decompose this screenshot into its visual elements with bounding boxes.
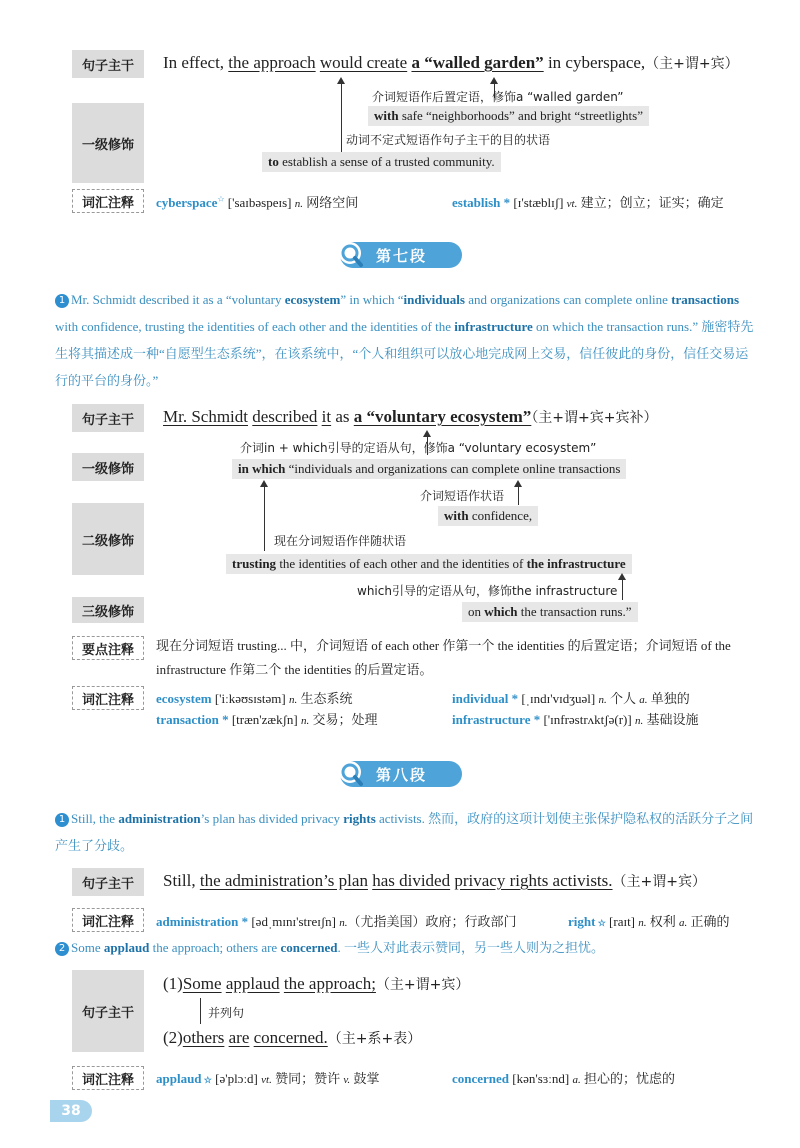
tag-sentence-main: 句子主干 — [72, 50, 144, 78]
tag-vocab: 词汇注释 — [72, 686, 144, 710]
arrow-line — [341, 82, 342, 152]
vocab-individual: individual * [ˌɪndɪ'vɪdʒuəl] n. 个人 a. 单独的 — [452, 691, 690, 706]
paragraph-8-sentence-2: 2 Some applaud the approach; others are concerned. 一些人对此表示赞同，另一些人则为之担忧。 — [55, 934, 760, 961]
modifier-box-2: to establish a sense of a trusted community. — [262, 152, 501, 172]
vocab-right: right ☆ [raɪt] n. 权利 a. 正确的 — [568, 914, 730, 929]
number-badge: 1 — [55, 813, 69, 827]
modifier-box-1: in which “individuals and organizations can complete online transactions — [232, 459, 626, 479]
paragraph-8-sentence-1: 1 Still, the administration’s plan has divided privacy rights activists. 然而，政府的这项计划使主张保护隐私权的活跃分子之间产生了分歧。 — [55, 811, 754, 853]
arrow-up-icon — [490, 77, 498, 84]
arrow-up-icon — [337, 77, 345, 84]
sentence-main: Mr. Schmidt described it as a “voluntary ecosystem”（主+谓+宾+宾补） — [163, 407, 658, 426]
vocab-cyberspace: cyberspace☆ ['saɪbəspeɪs] n. 网络空间 — [156, 194, 359, 210]
annotation-4: which引导的定语从句，修饰the infrastructure — [357, 584, 618, 598]
vocab-administration: administration * [ədˌmɪnɪ'streɪʃn] n.（尤指美国）政府；行政部门 — [156, 914, 517, 929]
tag-vocab: 词汇注释 — [72, 1066, 144, 1090]
arrow-up-icon — [423, 430, 431, 437]
vocab-transaction: transaction * [træn'zækʃn] n. 交易；处理 — [156, 712, 378, 727]
sentence-main: Still, the administration’s plan has divided privacy rights activists.（主+谓+宾） — [163, 871, 706, 890]
search-icon — [336, 759, 366, 789]
tag-vocab: 词汇注释 — [72, 189, 144, 213]
tag-sentence-main: 句子主干 — [72, 868, 144, 896]
tag-modifier-2: 二级修饰 — [72, 503, 144, 575]
tag-modifier-1: 一级修饰 — [72, 453, 144, 481]
coordinate-note: 并列句 — [208, 1006, 245, 1020]
vocab-infrastructure: infrastructure * ['ɪnfrəstrʌktʃə(r)] n. 基础设施 — [452, 712, 699, 727]
sentence-main-line-1: (1)Some applaud the approach;（主+谓+宾） — [163, 974, 470, 993]
modifier-box-4: on which the transaction runs.” — [462, 602, 638, 622]
arrow-line — [264, 485, 265, 551]
annotation-2: 动词不定式短语作句子主干的目的状语 — [346, 133, 551, 147]
tag-modifier-3: 三级修饰 — [72, 597, 144, 623]
arrow-line — [622, 578, 623, 600]
section-header-7: 第七段 — [340, 242, 462, 268]
number-badge: 2 — [55, 942, 69, 956]
vocab-ecosystem: ecosystem ['iːkəʊsɪstəm] n. 生态系统 — [156, 691, 353, 706]
tag-sentence-main: 句子主干 — [72, 404, 144, 432]
vocab-concerned: concerned [kən'sɜːnd] a. 担心的；忧虑的 — [452, 1071, 675, 1086]
tag-modifier-1: 一级修饰 — [72, 103, 144, 183]
arrow-up-icon — [260, 480, 268, 487]
tag-sentence-main: 句子主干 — [72, 970, 144, 1052]
sentence-main-line-2: (2)others are concerned.（主+系+表） — [163, 1028, 422, 1047]
annotation-2: 介词短语作状语 — [420, 489, 505, 503]
sentence-main: In effect, the approach would create a “walled garden” in cyberspace,（主+谓+宾） — [163, 53, 739, 72]
vocab-applaud: applaud ☆ [ə'plɔːd] vt. 赞同；赞许 v. 鼓掌 — [156, 1071, 380, 1086]
number-badge: 1 — [55, 294, 69, 308]
modifier-box-3: trusting the identities of each other and the identities of the infrastructure — [226, 554, 632, 574]
modifier-box-2: with confidence, — [438, 506, 538, 526]
arrow-up-icon — [618, 573, 626, 580]
annotation-1: 介词in + which引导的定语从句，修饰a “voluntary ecosystem” — [240, 441, 597, 455]
tag-key-points: 要点注释 — [72, 636, 144, 660]
annotation-1: 介词短语作后置定语，修饰a “walled garden” — [372, 90, 624, 104]
modifier-box-1: with safe “neighborhoods” and bright “streetlights” — [368, 106, 649, 126]
paragraph-7: 1 Mr. Schmidt described it as a “voluntary ecosystem” in which “individuals and organizations can complete online transactions with confidence, trusting the identities of each other and the identities of the infrastructure on which the transaction runs.” 施密特先生将其描述成一种“自愿型生态系统”，在该系统中，“个人和组织可以放心地完成网上交易，信任彼此的身份，信任交易运行的平台的身份。” — [55, 292, 754, 388]
search-icon — [336, 240, 366, 270]
section-header-8: 第八段 — [340, 761, 462, 787]
key-points-text: 现在分词短语 trusting... 中，介词短语 of each other 作第一个 the identities 的后置定语；介词短语 of the infrastructure 作第二个 the identities 的后置定语。 — [156, 638, 731, 677]
annotation-3: 现在分词短语作伴随状语 — [274, 534, 407, 548]
bracket-connector — [200, 998, 207, 1024]
arrow-up-icon — [514, 480, 522, 487]
page-number: 38 — [50, 1100, 92, 1122]
tag-vocab: 词汇注释 — [72, 908, 144, 932]
arrow-line — [518, 485, 519, 505]
vocab-establish: establish * [ɪ'stæblɪʃ] vt. 建立；创立；证实；确定 — [452, 195, 724, 210]
